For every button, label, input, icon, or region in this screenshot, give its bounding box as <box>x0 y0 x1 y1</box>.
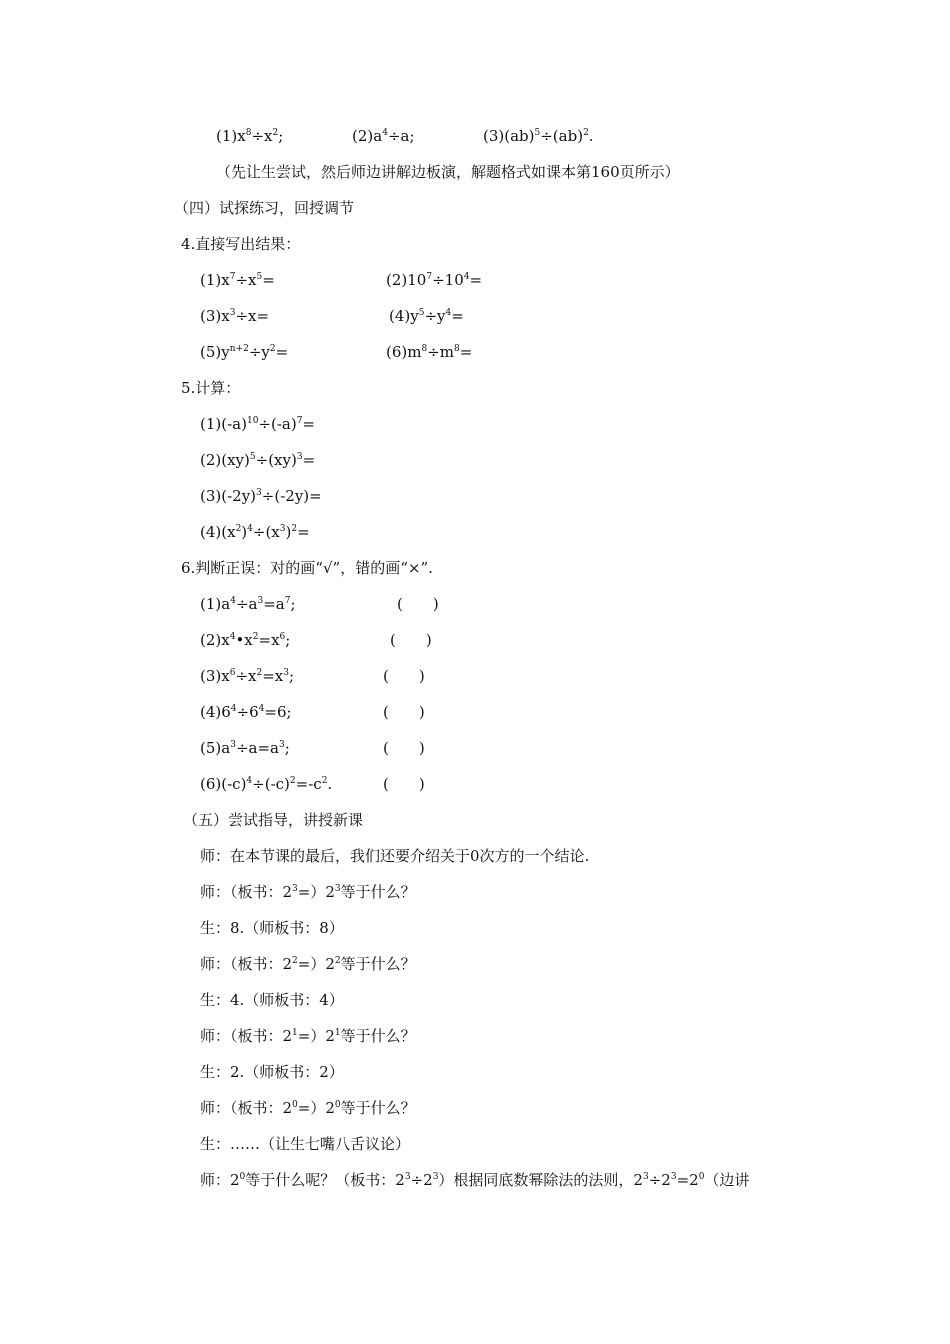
exponent: 2 <box>272 128 279 138</box>
exponent: 6 <box>229 668 236 678</box>
dialogue-line <box>200 1134 410 1154</box>
text-run: ÷2 <box>648 1171 671 1189</box>
text-run: =x <box>258 631 280 649</box>
text-run: ; <box>278 127 284 145</box>
q5-item <box>200 486 322 506</box>
text-run: ÷(-a) <box>258 415 297 433</box>
text-run: ÷m <box>427 343 455 361</box>
q6-answer-bracket: ( ) <box>390 631 432 649</box>
text-run: =）2 <box>297 1027 335 1045</box>
exponent: 2 <box>252 632 259 642</box>
exponent: 2 <box>269 344 276 354</box>
text-run: ÷6 <box>236 703 259 721</box>
q6-title: 6.判断正误：对的画“√”，错的画“×”. <box>181 559 433 577</box>
q6-item <box>200 702 292 722</box>
text-run: =2 <box>676 1171 699 1189</box>
q6-item <box>200 594 296 614</box>
exponent: 7 <box>284 596 291 606</box>
exponent: 3 <box>229 308 236 318</box>
q4-title: 4.直接写出结果： <box>181 235 301 253</box>
exponent: 2 <box>289 776 296 786</box>
text-run: 等于什么？ <box>340 1027 416 1045</box>
text-run: ÷(-c) <box>252 775 290 793</box>
text-run: 师：（板书：2 <box>200 1027 293 1045</box>
exponent: 3 <box>296 452 303 462</box>
exponent: 3 <box>404 1172 411 1182</box>
exponent: 3 <box>432 1172 439 1182</box>
text-run: (2)a <box>352 127 383 145</box>
text-run: ÷(ab) <box>540 127 584 145</box>
exponent: 2 <box>583 128 589 138</box>
q6-answer-bracket: ( ) <box>383 703 425 721</box>
q4-item <box>386 342 472 362</box>
text-run: = <box>451 307 464 325</box>
exponent: 5 <box>256 272 263 282</box>
exponent: 2 <box>334 956 341 966</box>
exponent: 3 <box>257 596 264 606</box>
text-run: =）2 <box>297 1099 335 1117</box>
text-run: (1)x <box>216 127 246 145</box>
text-run: (3)x <box>200 307 230 325</box>
text-run: =）2 <box>297 883 335 901</box>
exponent: 5 <box>249 452 256 462</box>
text-run: 生：2.（师板书：2） <box>200 1063 344 1081</box>
text-run: (3)x <box>200 667 230 685</box>
exponent: 4 <box>382 128 388 138</box>
exponent: 3 <box>334 884 341 894</box>
text-run: (6)(-c) <box>200 775 247 793</box>
text-run: 等于什么？ <box>340 883 416 901</box>
text-run: =x <box>262 667 284 685</box>
text-run: ) <box>241 523 248 541</box>
q6-item <box>200 630 290 650</box>
text-run: (2)(xy) <box>200 451 250 469</box>
text-run: ÷a=a <box>235 739 279 757</box>
dialogue-line <box>200 882 416 902</box>
expr-3 <box>483 126 594 146</box>
dialogue-line <box>200 918 344 938</box>
exponent: 2 <box>292 956 298 966</box>
exponent: 7 <box>426 272 433 282</box>
text-run: (5)y <box>200 343 230 361</box>
exponent: 0 <box>239 1172 246 1182</box>
dialogue-line <box>200 1026 416 1046</box>
text-run: 等于什么？ <box>340 955 416 973</box>
q6-item <box>200 738 290 758</box>
exponent: 3 <box>283 668 289 678</box>
dialogue-line <box>200 1062 344 1082</box>
text-run: = <box>275 343 289 361</box>
text-run: (1)x <box>200 271 230 289</box>
text-run: (1)(-a) <box>200 415 247 433</box>
q6-answer-bracket: ( ) <box>383 739 425 757</box>
exponent: 2 <box>256 668 263 678</box>
text-run: = <box>262 271 275 289</box>
text-run: . <box>588 127 594 145</box>
text-run: 等于什么？ <box>340 1099 416 1117</box>
q4-item <box>200 270 275 290</box>
text-run: ÷a <box>235 595 258 613</box>
dialogue-line <box>200 1098 416 1118</box>
exponent: 3 <box>279 524 286 534</box>
exponent: 3 <box>256 488 262 498</box>
text-run: = <box>302 415 316 433</box>
q5-item <box>200 522 310 542</box>
exponent: n+2 <box>229 344 249 354</box>
exponent: 3 <box>230 740 236 750</box>
text-run: . <box>327 775 333 793</box>
text-run: (3)(-2y) <box>200 487 257 505</box>
exponent: 1 <box>334 1028 341 1038</box>
exponent: 5 <box>534 128 541 138</box>
text-run: ) <box>285 523 292 541</box>
text-run: (2)x <box>200 631 230 649</box>
text-run: ÷(x <box>252 523 280 541</box>
text-run: ÷x <box>251 127 273 145</box>
exponent: 8 <box>245 128 252 138</box>
text-run: 生：4.（师板书：4） <box>200 991 344 1009</box>
text-run: （边讲 <box>704 1171 750 1189</box>
text-run: ）根据同底数幂除法的法则，2 <box>438 1171 643 1189</box>
q6-answer-bracket: ( ) <box>383 667 425 685</box>
text-run: = <box>469 271 483 289</box>
exponent: 8 <box>421 344 428 354</box>
dialogue-line <box>200 990 344 1010</box>
text-run: 师：2 <box>200 1171 240 1189</box>
exponent: 4 <box>463 272 470 282</box>
text-run: ÷10 <box>432 271 464 289</box>
q6-answer-bracket: ( ) <box>383 775 425 793</box>
exponent: 4 <box>230 596 236 606</box>
exponent: 8 <box>454 344 460 354</box>
section-5-heading: （五）尝试指导，讲授新课 <box>183 811 364 829</box>
expr-1 <box>216 126 283 146</box>
text-run: ÷x= <box>235 307 270 325</box>
text-run: ; <box>284 739 290 757</box>
exponent: 4 <box>247 524 253 534</box>
exponent: 4 <box>445 308 452 318</box>
text-run: (6)m <box>386 343 422 361</box>
exponent: 6 <box>279 632 286 642</box>
exponent: 3 <box>642 1172 649 1182</box>
text-run: ; <box>285 631 291 649</box>
q5-item <box>200 414 315 434</box>
text-run: 师：在本节课的最后，我们还要介绍关于0次方的一个结论. <box>200 847 590 865</box>
text-run: (4)(x <box>200 523 236 541</box>
text-run: 生：8.（师板书：8） <box>200 919 344 937</box>
q5-item <box>200 450 315 470</box>
q6-item <box>200 774 332 794</box>
q4-item <box>386 270 482 290</box>
text-run: 生：……（让生七嘴八舌议论） <box>200 1135 411 1153</box>
text-run: (1)a <box>200 595 231 613</box>
text-run: (3)(ab) <box>483 127 535 145</box>
exponent: 3 <box>278 740 285 750</box>
exponent: 10 <box>246 416 259 426</box>
text-run: •x <box>235 631 253 649</box>
text-run: ÷2 <box>410 1171 433 1189</box>
expr-2 <box>352 126 415 146</box>
exponent: 0 <box>292 1100 298 1110</box>
text-run: ÷x <box>235 271 257 289</box>
text-run: 师：（板书：2 <box>200 883 293 901</box>
exponent: 4 <box>230 704 237 714</box>
exponent: 5 <box>418 308 425 318</box>
q6-item <box>200 666 294 686</box>
text-run: =a <box>263 595 285 613</box>
text-run: =6; <box>264 703 292 721</box>
teaching-note: （先让生尝试，然后师边讲解边板演，解题格式如课本第160页所示） <box>216 163 680 181</box>
exponent: 3 <box>292 884 298 894</box>
text-run: 等于什么呢？（板书：2 <box>245 1171 405 1189</box>
text-run: ÷a; <box>387 127 415 145</box>
q4-item <box>389 306 464 326</box>
exponent: 2 <box>321 776 328 786</box>
text-run: = <box>459 343 473 361</box>
exponent: 0 <box>334 1100 341 1110</box>
exponent: 7 <box>229 272 236 282</box>
text-run: (2)10 <box>386 271 427 289</box>
text-run: ; <box>288 667 295 685</box>
exponent: 4 <box>246 776 253 786</box>
dialogue-line <box>200 846 589 866</box>
q6-answer-bracket: ( ) <box>397 595 439 613</box>
exponent: 4 <box>258 704 265 714</box>
exponent: 7 <box>296 416 303 426</box>
dialogue-line <box>200 1170 749 1190</box>
text-run: 师：（板书：2 <box>200 1099 293 1117</box>
text-run: (5)a <box>200 739 231 757</box>
q4-item <box>200 342 288 362</box>
section-4-heading: （四）试探练习，回授调节 <box>174 199 355 217</box>
text-run: = <box>297 523 310 541</box>
dialogue-line <box>200 954 416 974</box>
text-run: = <box>302 451 316 469</box>
text-run: =-c <box>295 775 322 793</box>
q5-title: 5.计算： <box>181 379 241 397</box>
exponent: 3 <box>670 1172 677 1182</box>
exponent: 2 <box>235 524 242 534</box>
text-run: (4)y <box>389 307 419 325</box>
exponent: 2 <box>291 524 298 534</box>
q4-item <box>200 306 269 326</box>
text-run: 师：（板书：2 <box>200 955 293 973</box>
exponent: 0 <box>698 1172 705 1182</box>
exponent: 4 <box>229 632 236 642</box>
text-run: ÷y <box>424 307 446 325</box>
text-run: =）2 <box>297 955 335 973</box>
text-run: ÷(xy) <box>255 451 297 469</box>
exponent: 1 <box>292 1028 298 1038</box>
text-run: ÷y <box>248 343 270 361</box>
text-run: ; <box>290 595 296 613</box>
text-run: (4)6 <box>200 703 231 721</box>
text-run: ÷(-2y)= <box>261 487 322 505</box>
text-run: ÷x <box>235 667 257 685</box>
